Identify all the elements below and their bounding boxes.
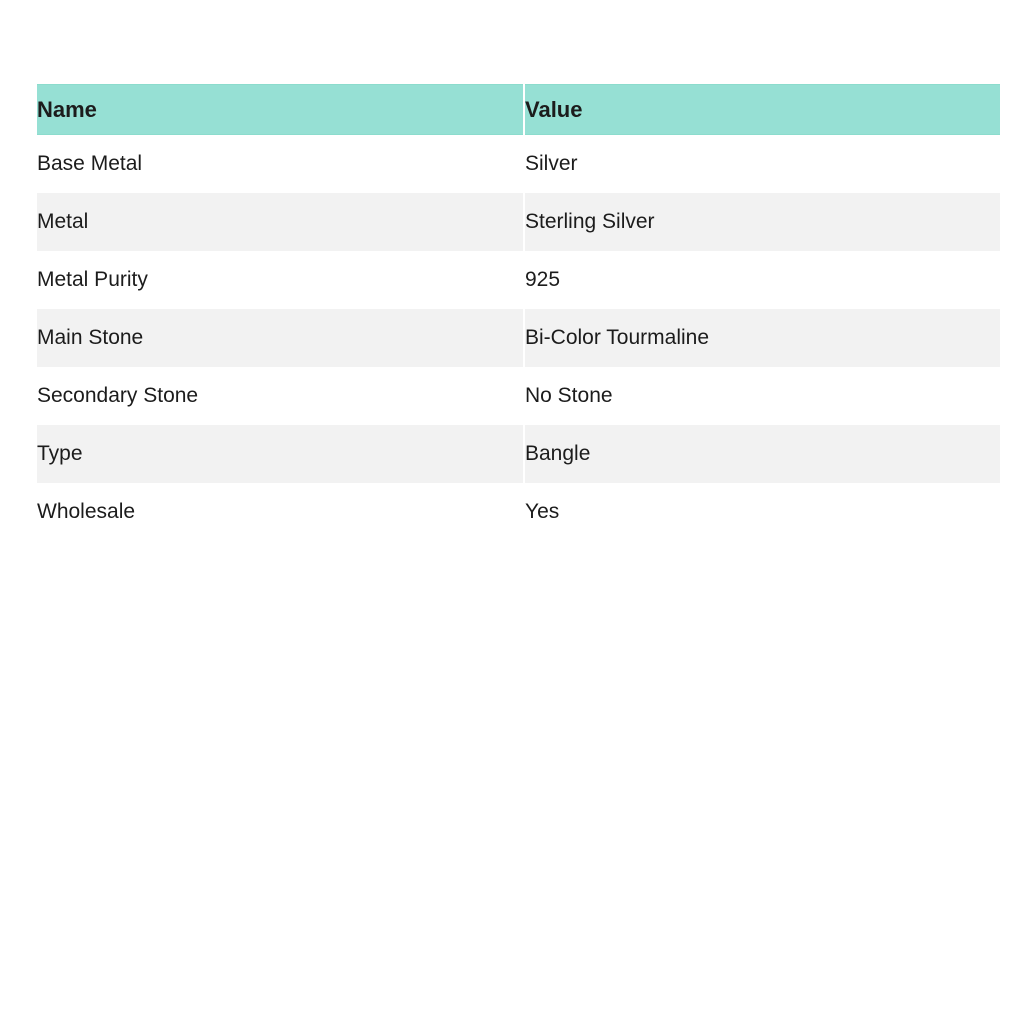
row-name-cell: Type [37, 425, 524, 483]
spec-table [37, 84, 1000, 541]
table-row [37, 135, 1000, 194]
row-value-cell: Bi-Color Tourmaline [524, 309, 1000, 367]
column-header-value: Value [524, 85, 1000, 135]
row-value-cell: 925 [524, 251, 1000, 309]
row-name-cell: Main Stone [37, 309, 524, 367]
row-name-cell: Base Metal [37, 135, 524, 194]
row-value-cell: Yes [524, 483, 1000, 541]
row-name-cell: Secondary Stone [37, 367, 524, 425]
table-row [37, 367, 1000, 425]
spec-table-body [37, 135, 1000, 542]
row-value-cell: Silver [524, 135, 1000, 194]
row-value-cell: Sterling Silver [524, 193, 1000, 251]
column-header-name: Name [37, 85, 524, 135]
spec-table-header [37, 85, 1000, 135]
spec-table-container [37, 84, 1000, 541]
table-row [37, 251, 1000, 309]
row-value-cell: Bangle [524, 425, 1000, 483]
header-row [37, 85, 1000, 135]
row-value-cell: No Stone [524, 367, 1000, 425]
row-name-cell: Metal Purity [37, 251, 524, 309]
table-row [37, 483, 1000, 541]
table-row [37, 309, 1000, 367]
table-row [37, 425, 1000, 483]
table-row [37, 193, 1000, 251]
row-name-cell: Wholesale [37, 483, 524, 541]
row-name-cell: Metal [37, 193, 524, 251]
